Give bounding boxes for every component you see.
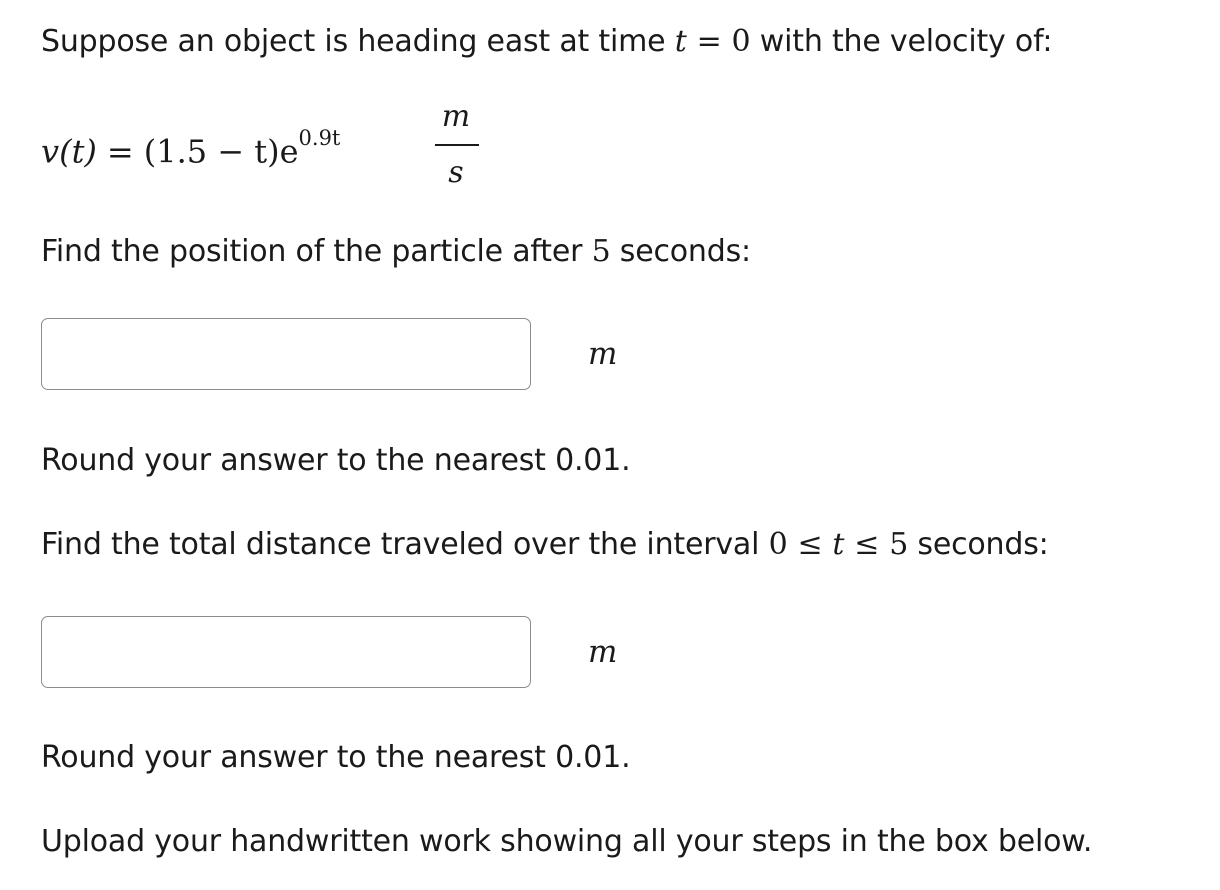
interval-op2: ≤	[854, 527, 880, 562]
question2-prompt-before: Find the total distance traveled over the interval	[41, 527, 760, 562]
formula-rhs-base: (1.5 − t)e	[143, 132, 299, 171]
formula-exponent: 0.9t	[298, 126, 341, 150]
intro-variable: t	[674, 24, 687, 59]
interval-op1: ≤	[797, 527, 823, 562]
formula-lhs: v(t)	[41, 132, 97, 171]
question1-rounding-note: Round your answer to the nearest 0.01.	[41, 443, 631, 478]
question2-prompt-after: seconds:	[917, 527, 1049, 562]
position-unit: m	[588, 336, 618, 372]
unit-denominator: s	[448, 155, 464, 190]
interval-high: 5	[889, 527, 909, 562]
question1-prompt-before: Find the position of the particle after	[41, 234, 583, 269]
question2-rounding-note: Round your answer to the nearest 0.01.	[41, 740, 631, 775]
formula-expression	[41, 122, 340, 174]
question1-prompt	[41, 232, 751, 272]
fraction-bar	[435, 144, 479, 146]
intro-value: 0	[731, 24, 751, 59]
upload-instruction: Upload your handwritten work showing all your steps in the box below.	[41, 824, 1093, 859]
distance-unit: m	[588, 634, 618, 670]
intro-equals: =	[696, 24, 722, 59]
question1-number: 5	[591, 234, 611, 269]
unit-numerator: m	[441, 99, 471, 134]
position-answer-input[interactable]	[41, 318, 531, 390]
distance-answer-input[interactable]	[41, 616, 531, 688]
interval-var: t	[832, 527, 845, 562]
intro-text	[41, 22, 1052, 62]
intro-before: Suppose an object is heading east at time	[41, 24, 666, 59]
interval-low: 0	[768, 527, 788, 562]
formula-equals: =	[106, 132, 134, 171]
intro-after: with the velocity of:	[759, 24, 1053, 59]
question1-prompt-after: seconds:	[619, 234, 751, 269]
formula-unit-fraction	[433, 100, 479, 190]
question2-prompt	[41, 525, 1049, 565]
